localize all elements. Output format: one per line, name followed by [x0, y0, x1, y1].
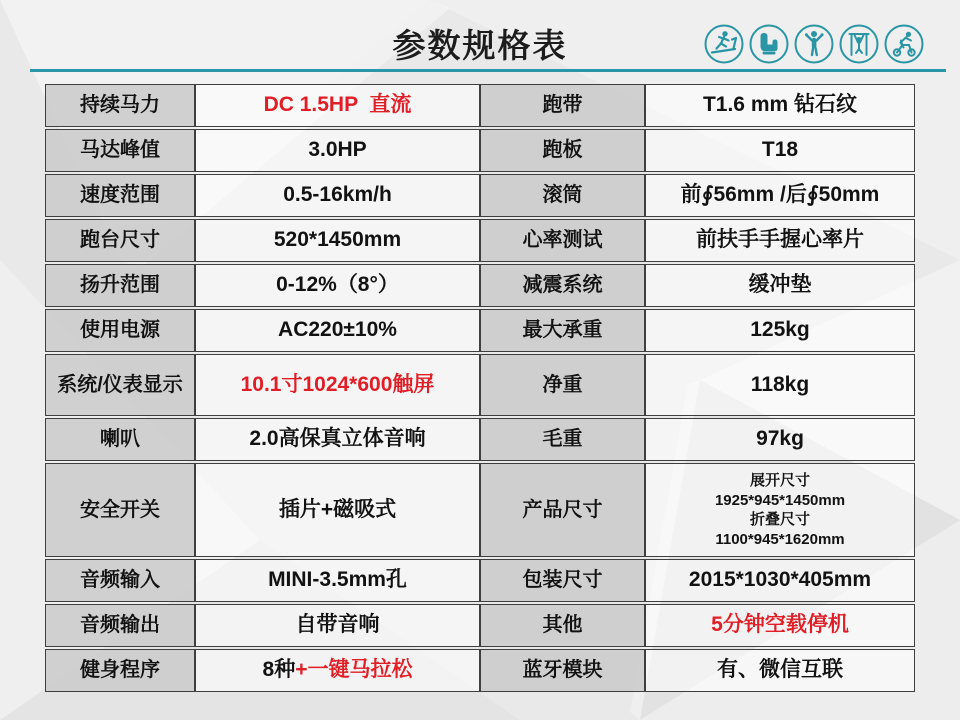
spec-value-text: 3.0HP [308, 138, 367, 162]
spec-label-right: 跑带 [480, 84, 645, 127]
accent-divider-line [30, 69, 946, 72]
spec-value-text: 缓冲垫 [748, 273, 812, 297]
spec-value-text: 前∮56mm /后∮50mm [680, 183, 880, 207]
spec-value-text: +一键马拉松 [295, 658, 413, 682]
spec-value-right [645, 219, 915, 262]
spec-value-text: 10.1寸1024*600触屏 [240, 372, 435, 396]
spec-row [45, 354, 915, 416]
spec-row [45, 649, 915, 692]
spec-value-text: DC 1.5HP 直流 [263, 93, 412, 117]
spec-row [45, 463, 915, 557]
spec-value-text: 2015*1030*405mm [688, 568, 872, 592]
spec-value-text: 97kg [756, 427, 804, 451]
spec-label-left: 音频输入 [45, 559, 195, 602]
spec-value-text: AC220±10% [278, 318, 397, 342]
spec-row [45, 559, 915, 602]
spec-label-left: 系统/仪表显示 [45, 354, 195, 416]
spec-value-left [195, 354, 480, 416]
spec-value-left [195, 418, 480, 461]
spec-value-text: 118kg [750, 372, 810, 396]
spec-label-right: 心率测试 [480, 219, 645, 262]
spec-label-right: 毛重 [480, 418, 645, 461]
spec-row [45, 264, 915, 307]
spec-value-left [195, 219, 480, 262]
spec-value-text: 2.0高保真立体音响 [249, 427, 426, 451]
spec-row [45, 309, 915, 352]
spec-value-text: T18 [761, 138, 799, 162]
spec-value-text: 8种 [262, 658, 296, 682]
spec-value-right [645, 129, 915, 172]
spec-value-left [195, 604, 480, 647]
spec-label-left: 跑台尺寸 [45, 219, 195, 262]
spec-row [45, 604, 915, 647]
spec-value-left [195, 649, 480, 692]
spec-label-left: 使用电源 [45, 309, 195, 352]
spec-label-right: 产品尺寸 [480, 463, 645, 557]
spec-value-line: 展开尺寸 [749, 472, 810, 489]
spec-row [45, 129, 915, 172]
spec-value-text: 插片+磁吸式 [278, 497, 397, 521]
spec-value-text: 自带音响 [295, 613, 380, 637]
spec-label-right: 蓝牙模块 [480, 649, 645, 692]
spec-value-text: MINI-3.5mm孔 [268, 568, 407, 592]
spec-label-right: 包装尺寸 [480, 559, 645, 602]
spec-label-right: 其他 [480, 604, 645, 647]
spec-value-text: 前扶手手握心率片 [696, 228, 864, 252]
spec-value-right [645, 463, 915, 557]
spec-value-left [195, 129, 480, 172]
spec-row [45, 84, 915, 127]
spec-label-left: 安全开关 [45, 463, 195, 557]
spec-value-right [645, 264, 915, 307]
exercise-bike-icon [884, 24, 924, 64]
spec-value-left [195, 264, 480, 307]
spec-label-left: 速度范围 [45, 174, 195, 217]
spec-value-right [645, 418, 915, 461]
spec-label-right: 减震系统 [480, 264, 645, 307]
spec-value-text: 0-12%（8°） [276, 273, 399, 297]
spec-value-left [195, 84, 480, 127]
spec-value-text: T1.6 mm 钻石纹 [702, 93, 858, 117]
spec-value-text: 有、微信互联 [717, 658, 843, 682]
fitness-figure-icon [794, 24, 834, 64]
treadmill-icon [704, 24, 744, 64]
spec-value-left [195, 559, 480, 602]
spec-value-right [645, 174, 915, 217]
spec-value-line: 折叠尺寸 [749, 511, 810, 528]
spec-label-left: 扬升范围 [45, 264, 195, 307]
category-icon-group [704, 24, 924, 64]
spec-label-left: 音频输出 [45, 604, 195, 647]
spec-label-right: 净重 [480, 354, 645, 416]
spec-label-right: 滚筒 [480, 174, 645, 217]
spec-table [45, 82, 915, 694]
spec-value-right [645, 649, 915, 692]
spec-value-text: 520*1450mm [273, 228, 402, 252]
spec-value-text: 0.5-16km/h [283, 183, 392, 207]
spec-value-right [645, 309, 915, 352]
spec-value-right [645, 559, 915, 602]
spec-label-left: 马达峰值 [45, 129, 195, 172]
spec-value-line: 1100*945*1620mm [715, 530, 845, 548]
spec-value-text: 5分钟空载停机 [711, 613, 849, 637]
spec-value-right [645, 354, 915, 416]
spec-label-left: 持续马力 [45, 84, 195, 127]
spec-value-right [645, 84, 915, 127]
spec-value-left [195, 174, 480, 217]
spec-value-left [195, 463, 480, 557]
page-title: 参数规格表 [392, 27, 568, 64]
spec-row [45, 174, 915, 217]
spec-row [45, 418, 915, 461]
spec-value-left [195, 309, 480, 352]
spec-label-left: 健身程序 [45, 649, 195, 692]
spec-label-right: 跑板 [480, 129, 645, 172]
pullup-station-icon [839, 24, 879, 64]
spec-value-line: 1925*945*1450mm [714, 491, 846, 509]
spec-value-text: 125kg [750, 318, 810, 342]
spec-label-right: 最大承重 [480, 309, 645, 352]
spec-row [45, 219, 915, 262]
massage-chair-icon [749, 24, 789, 64]
spec-label-left: 喇叭 [45, 418, 195, 461]
spec-value-right [645, 604, 915, 647]
